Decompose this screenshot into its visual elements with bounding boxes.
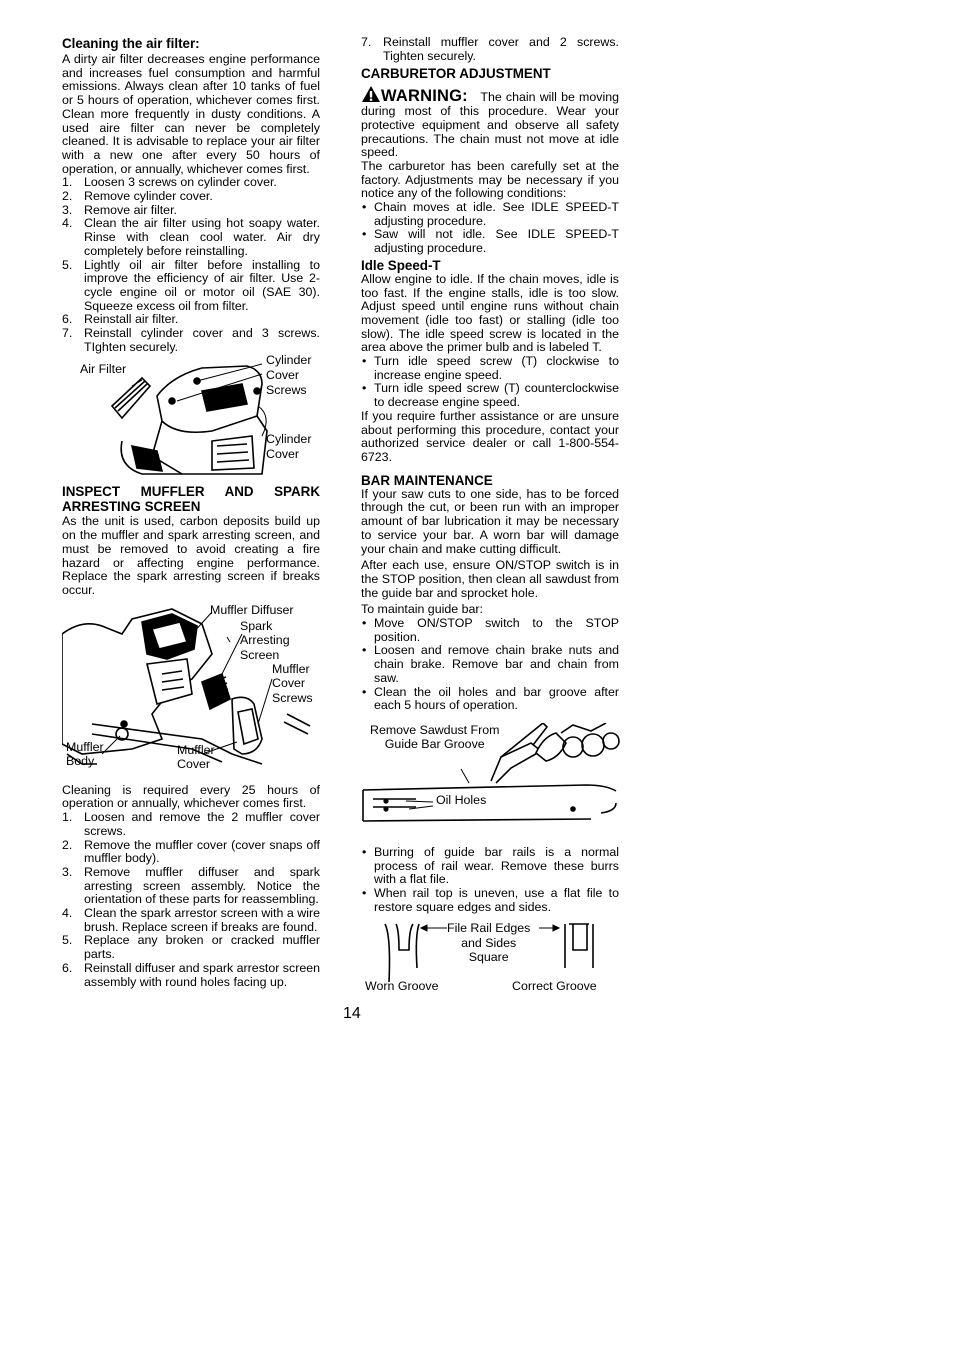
list-item: • Turn idle speed screw (T) clockwise to increase engine speed.: [362, 354, 619, 382]
list-item: • Turn idle speed screw (T) counterclockwise to decrease engine speed.: [362, 381, 619, 410]
muffler-step-7: [361, 36, 619, 63]
air-filter-steps: [62, 176, 320, 354]
spark-arresting-screen-label: Spark Arresting Screen: [240, 618, 290, 662]
list-item: • Loosen and remove chain brake nuts and chain brake. Remove bar and chain from saw.: [362, 643, 619, 685]
cleaning-text: Cleaning is required every 25 hours of operation or annually, whichever comes first.: [62, 782, 320, 811]
idle-speed-bullets: [361, 355, 619, 410]
air-filter-heading: Cleaning the air filter:: [62, 36, 200, 51]
bar-maintenance-heading: BAR MAINTENANCE: [361, 472, 493, 488]
list-item: 2. Remove the muffler cover (cover snaps off muffler body).: [62, 837, 320, 866]
list-item: • Saw will not idle. See IDLE SPEED-T adjusting procedure.: [362, 227, 619, 256]
list-item: • Chain moves at idle. See IDLE SPEED-T adjusting procedure.: [362, 200, 619, 228]
warning-label: WARNING:: [381, 87, 468, 106]
file-rail-label: File Rail Edges and Sides Square: [447, 921, 531, 965]
bar-text-2: After each use, ensure ON/STOP switch is in the STOP position, then clean all sawdust from the guide bar and sprocket hole.: [361, 558, 619, 600]
muffler-cover-label: Muffler Cover: [177, 742, 215, 772]
air-filter-figure: [62, 353, 320, 480]
muffler-figure: [62, 604, 320, 782]
warning-block: [361, 85, 619, 160]
remove-sawdust-label: Remove Sawdust From Guide Bar Groove: [370, 722, 500, 752]
carburetor-bullets: [361, 201, 619, 256]
muffler-cover-screws-label: Muffler Cover Screws: [272, 661, 313, 705]
list-item: 7. Reinstall muffler cover and 2 screws. Tighten securely.: [361, 35, 619, 63]
air-filter-text: A dirty air filter decreases engine performance and increases fuel consumption and harmful emissions. Always clean after 10 tanks of fuel or 5 hours of operation, whichever comes first. Clean more frequently in dusty conditions. A used aire filter can never be completely cleaned. It is advisable to replace your air filter with a new one after every 50 hours of operation, or annually, whichever comes first.: [62, 52, 320, 176]
worn-groove-label: Worn Groove: [365, 979, 439, 994]
list-item: 3. Remove muffler diffuser and spark arresting screen assembly. Notice the orientation of these parts for reassembling.: [62, 864, 320, 907]
list-item: 6. Reinstall diffuser and spark arrestor screen assembly with round holes facing up.: [62, 960, 320, 989]
left-column: [62, 36, 320, 989]
list-item: 4. Clean the air filter using hot soapy water. Rinse with clean cool water. Air dry completely before reinstalling.: [62, 216, 320, 258]
warning-icon: [361, 85, 381, 103]
right-column: [361, 36, 619, 1000]
list-item: • Move ON/STOP switch to the STOP position.: [362, 616, 619, 644]
muffler-text: As the unit is used, carbon deposits build up on the muffler and spark arresting screen, and must be removed to avoid creating a fire hazard or affecting engine performance. Replace the spark arresting screen if breaks occur.: [62, 514, 320, 597]
list-item: • When rail top is uneven, use a flat file to restore square edges and sides.: [362, 886, 619, 914]
correct-groove-label: Correct Groove: [512, 979, 597, 994]
list-item: 5. Lightly oil air filter before installing to improve the efficiency of air filter. Use 2-cycle engine oil or motor oil (SAE 30). Squeeze excess oil from filter.: [62, 257, 320, 313]
list-item: 5. Replace any broken or cracked muffler parts.: [62, 933, 320, 962]
list-item: 6. Reinstall air filter.: [62, 312, 179, 327]
list-item: 3. Remove air filter.: [62, 202, 177, 217]
list-item: 1. Loosen and remove the 2 muffler cover screws.: [62, 810, 320, 838]
idle-speed-heading: Idle Speed-T: [361, 257, 441, 273]
page-number: 14: [343, 1005, 361, 1022]
warning-text: The chain will be moving during most of this procedure. Wear your protective equipment and observe all safety precautions. The chain must not move at idle speed.: [361, 90, 619, 160]
list-item: 2. Remove cylinder cover.: [62, 189, 213, 204]
cylinder-cover-label: Cylinder Cover: [266, 432, 312, 462]
muffler-diffuser-label: Muffler Diffuser: [210, 602, 294, 617]
list-item: 1. Loosen 3 screws on cylinder cover.: [62, 175, 277, 190]
cylinder-cover-screws-label: Cylinder Cover Screws: [266, 353, 312, 398]
air-filter-label: Air Filter: [80, 362, 127, 377]
assistance-text: If you require further assistance or are unsure about performing this procedure, contact your authorized service dealer or call 1-800-554-6723.: [361, 408, 619, 464]
idle-speed-text: Allow engine to idle. If the chain moves, idle is too fast. If the engine stalls, idle is too slow. Adjust speed until engine runs without chain movement (idle too fast) or stalling (idle too slow). The idle speed screw is located in the area above the primer bulb and is labeled T.: [361, 271, 619, 355]
groove-figure: [361, 922, 619, 1000]
muffler-heading: INSPECT MUFFLER AND SPARK ARRESTING SCREEN: [62, 484, 320, 515]
list-item: 7. Reinstall cylinder cover and 3 screws. TIghten securely.: [62, 326, 320, 354]
bar-text-3: To maintain guide bar:: [361, 602, 483, 617]
oil-holes-label: Oil Holes: [436, 792, 487, 807]
carburetor-heading: CARBURETOR ADJUSTMENT: [361, 66, 551, 82]
list-item: 4. Clean the spark arrestor screen with a wire brush. Replace screen if breaks are found.: [62, 906, 320, 934]
list-item: • Clean the oil holes and bar groove after each 5 hours of operation.: [362, 684, 619, 713]
list-item: • Burring of guide bar rails is a normal process of rail wear. Remove these burrs with a flat file.: [362, 844, 619, 887]
carburetor-text: The carburetor has been carefully set at the factory. Adjustments may be necessary if you notice any of the following conditions:: [361, 158, 619, 201]
bar-bullets-2: [361, 846, 619, 915]
cleaning-steps: [62, 811, 320, 989]
guide-bar-figure: [361, 723, 619, 843]
muffler-body-label: Muffler Body: [66, 739, 104, 769]
bar-text-1: If your saw cuts to one side, has to be forced through the cut, or been run with an improper amount of bar lubrication it may be necessary to service your bar. A worn bar will damage your chain and make cutting difficult.: [361, 486, 619, 556]
bar-bullets: [361, 617, 619, 713]
